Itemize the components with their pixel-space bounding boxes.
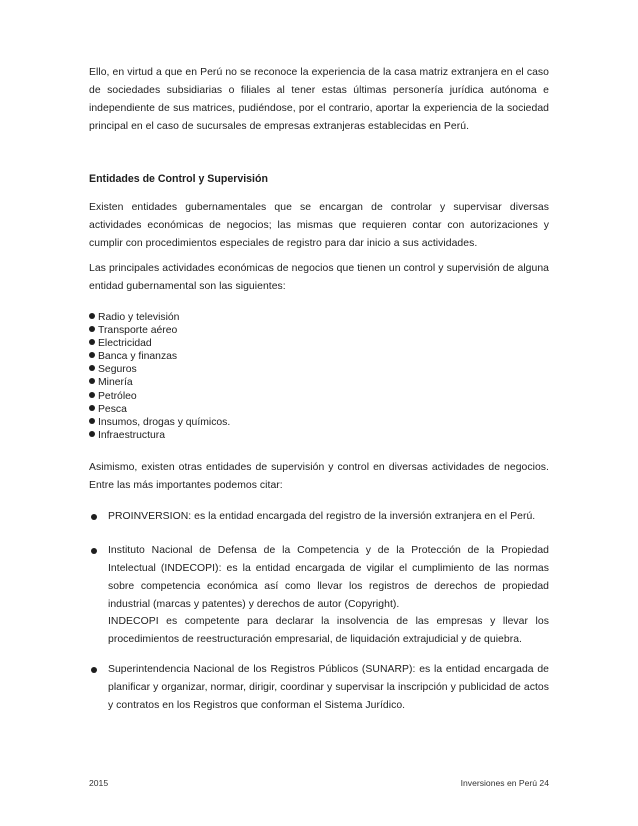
bullet-icon xyxy=(89,431,95,437)
list-item: Electricidad xyxy=(89,337,230,350)
list-item: Infraestructura xyxy=(89,429,230,442)
bullet-icon xyxy=(89,405,95,411)
bullet-icon xyxy=(89,352,95,358)
entity-indecopi-extra: INDECOPI es competente para declarar la insolvencia de las empresas y llevar los procedimientos de reestructuración empresarial, de liquidación extrajudicial y de quiebra. xyxy=(108,616,549,645)
bullet-icon xyxy=(91,514,97,520)
footer-page-label: Inversiones en Perú 24 xyxy=(460,778,549,788)
list-item: Seguros xyxy=(89,363,230,376)
bullet-icon xyxy=(89,378,95,384)
list-item: Banca y finanzas xyxy=(89,350,230,363)
bullet-icon xyxy=(91,548,97,554)
bullet-icon xyxy=(89,365,95,371)
list-item: Pesca xyxy=(89,403,230,416)
entity-text: Instituto Nacional de Defensa de la Competencia y de la Protección de la Propiedad Intelectual (INDECOPI): es la entidad encargada de vigilar el cumplimiento de las normas sobre competencia económica así como llevar los registros de derechos de propiedad industrial (marcas y patentes) y derechos de autor (Copyright). xyxy=(108,545,549,610)
list-item: Petróleo xyxy=(89,390,230,403)
entity-sunarp xyxy=(89,661,549,715)
intro-paragraph: Ello, en virtud a que en Perú no se reconoce la experiencia de la casa matriz extranjera en el caso de sociedades subsidiarias o filiales al tener estas últimas personería jurídica autónoma e independiente de sus matrices, pudiéndose, por el contrario, aportar la experiencia de la sociedad principal en el caso de sucursales de empresas extranjeras establecidas en Perú. xyxy=(89,67,549,132)
list-item: Minería xyxy=(89,376,230,389)
footer-year: 2015 xyxy=(89,778,109,788)
entity-indecopi xyxy=(89,542,549,614)
bullet-icon xyxy=(91,667,97,673)
bullet-icon xyxy=(89,418,95,424)
entity-text: PROINVERSION: es la entidad encargada del registro de la inversión extranjera en el Perú. xyxy=(108,511,536,522)
paragraph-other-entities: Asimismo, existen otras entidades de supervisión y control en diversas actividades de negocios. Entre las más importantes podemos citar: xyxy=(89,462,549,491)
bullet-icon xyxy=(89,326,95,332)
paragraph-entities: Existen entidades gubernamentales que se encargan de controlar y supervisar diversas actividades económicas de negocios; las mismas que requieren contar con autorizaciones y cumplir con procedimientos especiales de registro para dar inicio a sus actividades. xyxy=(89,202,549,249)
entity-proinversion xyxy=(89,508,549,526)
entity-text: Superintendencia Nacional de los Registros Públicos (SUNARP): es la entidad encargada de planificar y organizar, normar, dirigir, coordinar y supervisar la inscripción y publicidad de actos y contratos en los Registros que conforman el Sistema Jurídico. xyxy=(108,664,549,711)
paragraph-activities-intro: Las principales actividades económicas de negocios que tienen un control y supervisión de alguna entidad gubernamental son las siguientes: xyxy=(89,263,549,292)
bullet-icon xyxy=(89,392,95,398)
activities-list xyxy=(89,311,230,442)
list-item: Transporte aéreo xyxy=(89,324,230,337)
bullet-icon xyxy=(89,339,95,345)
list-item: Radio y televisión xyxy=(89,311,230,324)
section-heading: Entidades de Control y Supervisión xyxy=(89,173,268,185)
list-item: Insumos, drogas y químicos. xyxy=(89,416,230,429)
bullet-icon xyxy=(89,313,95,319)
